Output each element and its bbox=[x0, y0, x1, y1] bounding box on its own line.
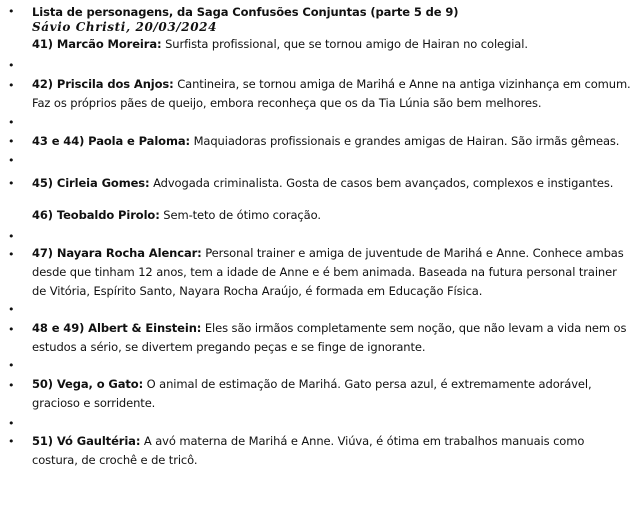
list-item-45 bbox=[32, 174, 632, 193]
bullet: • bbox=[8, 248, 15, 261]
document-title: Lista de personagens, da Saga Confusões Conjuntas (parte 5 de 9) bbox=[32, 5, 459, 19]
bullet: • bbox=[8, 303, 15, 316]
list-item-47 bbox=[32, 244, 632, 301]
list-item-41 bbox=[32, 35, 632, 54]
character-description: Eles são irmãos completamente sem noção, que não levam a vida nem os estudos a sério, se divertem pregando peças e se finge de ignorante. bbox=[32, 321, 627, 354]
list-item-42 bbox=[32, 75, 632, 113]
character-name: 48 e 49) Albert & Einstein: bbox=[32, 321, 202, 335]
bullet: • bbox=[8, 116, 15, 129]
bullet: • bbox=[8, 379, 15, 392]
character-name: 50) Vega, o Gato: bbox=[32, 377, 144, 391]
character-description: O animal de estimação de Marihá. Gato persa azul, é extremamente adorável, gracioso e sorridente. bbox=[32, 377, 592, 410]
bullet: • bbox=[8, 79, 15, 92]
list-item-43-44 bbox=[32, 132, 632, 151]
character-name: 45) Cirleia Gomes: bbox=[32, 176, 150, 190]
character-name: 42) Priscila dos Anjos: bbox=[32, 77, 174, 91]
list-item-48-49 bbox=[32, 319, 632, 357]
author-byline: Sávio Christi, 20/03/2024 bbox=[32, 20, 218, 34]
bullet: • bbox=[8, 59, 15, 72]
character-name: 47) Nayara Rocha Alencar: bbox=[32, 246, 202, 260]
bullet: • bbox=[8, 323, 15, 336]
character-description: Personal trainer e amiga de juventude de Marihá e Anne. Conhece ambas desde que tinham 12 anos, tem a idade de Anne e é bem animada. Baseada na futura personal trainer de Vitória, Espírito Santo, Nayara Rocha Araújo, é formada em Educação Física. bbox=[32, 246, 624, 298]
character-description: Maquiadoras profissionais e grandes amigas de Hairan. São irmãs gêmeas. bbox=[190, 134, 620, 148]
bullet: • bbox=[8, 5, 15, 18]
bullet: • bbox=[8, 417, 15, 430]
bullet: • bbox=[8, 230, 15, 243]
bullet: • bbox=[8, 177, 15, 190]
character-name: 46) Teobaldo Pirolo: bbox=[32, 208, 160, 222]
character-description: Surfista profissional, que se tornou amigo de Hairan no colegial. bbox=[161, 37, 528, 51]
character-description: A avó materna de Marihá e Anne. Viúva, é ótima em trabalhos manuais como costura, de crochê e de tricô. bbox=[32, 434, 585, 467]
character-description: Cantineira, se tornou amiga de Marihá e Anne na antiga vizinhança em comum. Faz os próprios pães de queijo, embora reconheça que os da Tia Lúnia são bem melhores. bbox=[32, 77, 631, 110]
list-item-51 bbox=[32, 432, 632, 470]
character-name: 41) Marcão Moreira: bbox=[32, 37, 162, 51]
character-description: Sem-teto de ótimo coração. bbox=[159, 208, 321, 222]
character-description: Advogada criminalista. Gosta de casos bem avançados, complexos e instigantes. bbox=[149, 176, 614, 190]
character-name: 43 e 44) Paola e Paloma: bbox=[32, 134, 191, 148]
bullet: • bbox=[8, 435, 15, 448]
list-item-46 bbox=[32, 206, 632, 225]
bullet: • bbox=[8, 359, 15, 372]
character-name: 51) Vó Gaultéria: bbox=[32, 434, 141, 448]
bullet: • bbox=[8, 154, 15, 167]
list-item-50 bbox=[32, 375, 632, 413]
bullet: • bbox=[8, 135, 15, 148]
